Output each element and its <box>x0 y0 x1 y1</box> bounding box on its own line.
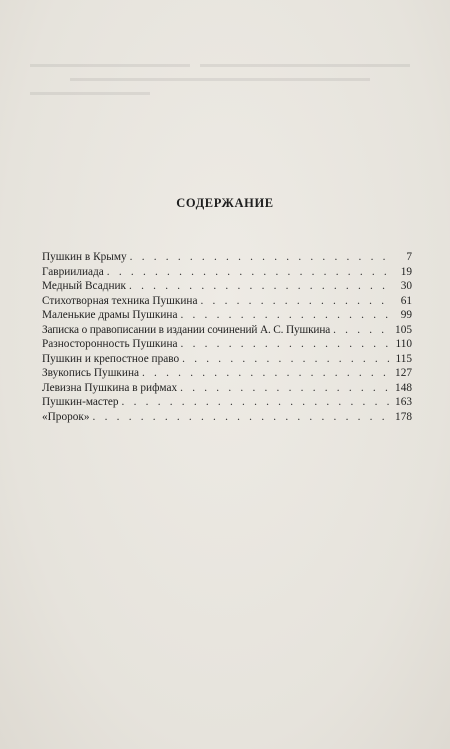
toc-entry[interactable] <box>42 265 412 280</box>
toc-entry-title: Пушкин-мастер <box>42 396 119 408</box>
toc-entry-title: Медный Всадник <box>42 280 127 292</box>
toc-entry-title: Пушкин и крепостное право <box>42 352 180 365</box>
page-title: СОДЕРЖАНИЕ <box>176 196 274 210</box>
dot-leader <box>333 323 391 338</box>
toc-entry-title: Звукопись Пушкина <box>42 367 139 379</box>
toc-entry[interactable] <box>42 410 412 425</box>
toc-entry[interactable] <box>42 352 412 367</box>
toc-entry-page: 127 <box>395 367 412 379</box>
toc-entry-page: 7 <box>406 251 412 263</box>
toc-entry[interactable] <box>42 366 412 381</box>
toc-entry-title: Записка о правописании в издании сочинений А. С. Пушкина <box>42 323 331 336</box>
dot-leader <box>142 366 391 381</box>
show-through-text <box>30 60 420 100</box>
toc-entry[interactable] <box>42 250 412 265</box>
dot-leader <box>181 337 391 352</box>
toc-entry[interactable] <box>42 323 412 338</box>
dot-leader <box>107 265 391 280</box>
table-of-contents <box>42 250 412 424</box>
toc-entry[interactable] <box>42 381 412 396</box>
dot-leader <box>129 279 391 294</box>
toc-entry[interactable] <box>42 337 412 352</box>
toc-entry-page: 148 <box>395 381 412 394</box>
toc-entry-page: 105 <box>395 323 412 336</box>
toc-entry-title: Стихотворная техника Пушкина <box>42 294 198 307</box>
toc-entry-page: 178 <box>395 410 412 423</box>
dot-leader <box>180 381 391 396</box>
toc-entry-page: 99 <box>400 309 412 321</box>
toc-entry-title: Левизна Пушкина в рифмах <box>42 381 178 394</box>
toc-entry-page: 110 <box>395 338 412 350</box>
dot-leader <box>180 308 391 323</box>
toc-entry-page: 61 <box>400 294 412 307</box>
toc-entry-title: Разносторонность Пушкина <box>42 338 178 350</box>
dot-leader <box>93 410 391 425</box>
dot-leader <box>122 395 391 410</box>
dot-leader <box>200 294 391 309</box>
toc-entry[interactable] <box>42 308 412 323</box>
toc-entry-page: 163 <box>395 396 412 408</box>
dot-leader <box>130 250 391 265</box>
toc-entry[interactable] <box>42 395 412 410</box>
toc-entry[interactable] <box>42 294 412 309</box>
toc-entry-title: Гавриилиада <box>42 265 104 278</box>
toc-entry[interactable] <box>42 279 412 294</box>
dot-leader <box>182 352 391 367</box>
toc-entry-title: «Пророк» <box>42 410 90 423</box>
toc-entry-page: 19 <box>400 265 412 278</box>
toc-entry-page: 30 <box>400 280 412 292</box>
toc-entry-page: 115 <box>395 352 412 365</box>
toc-entry-title: Маленькие драмы Пушкина <box>42 309 178 321</box>
toc-entry-title: Пушкин в Крыму <box>42 251 127 263</box>
